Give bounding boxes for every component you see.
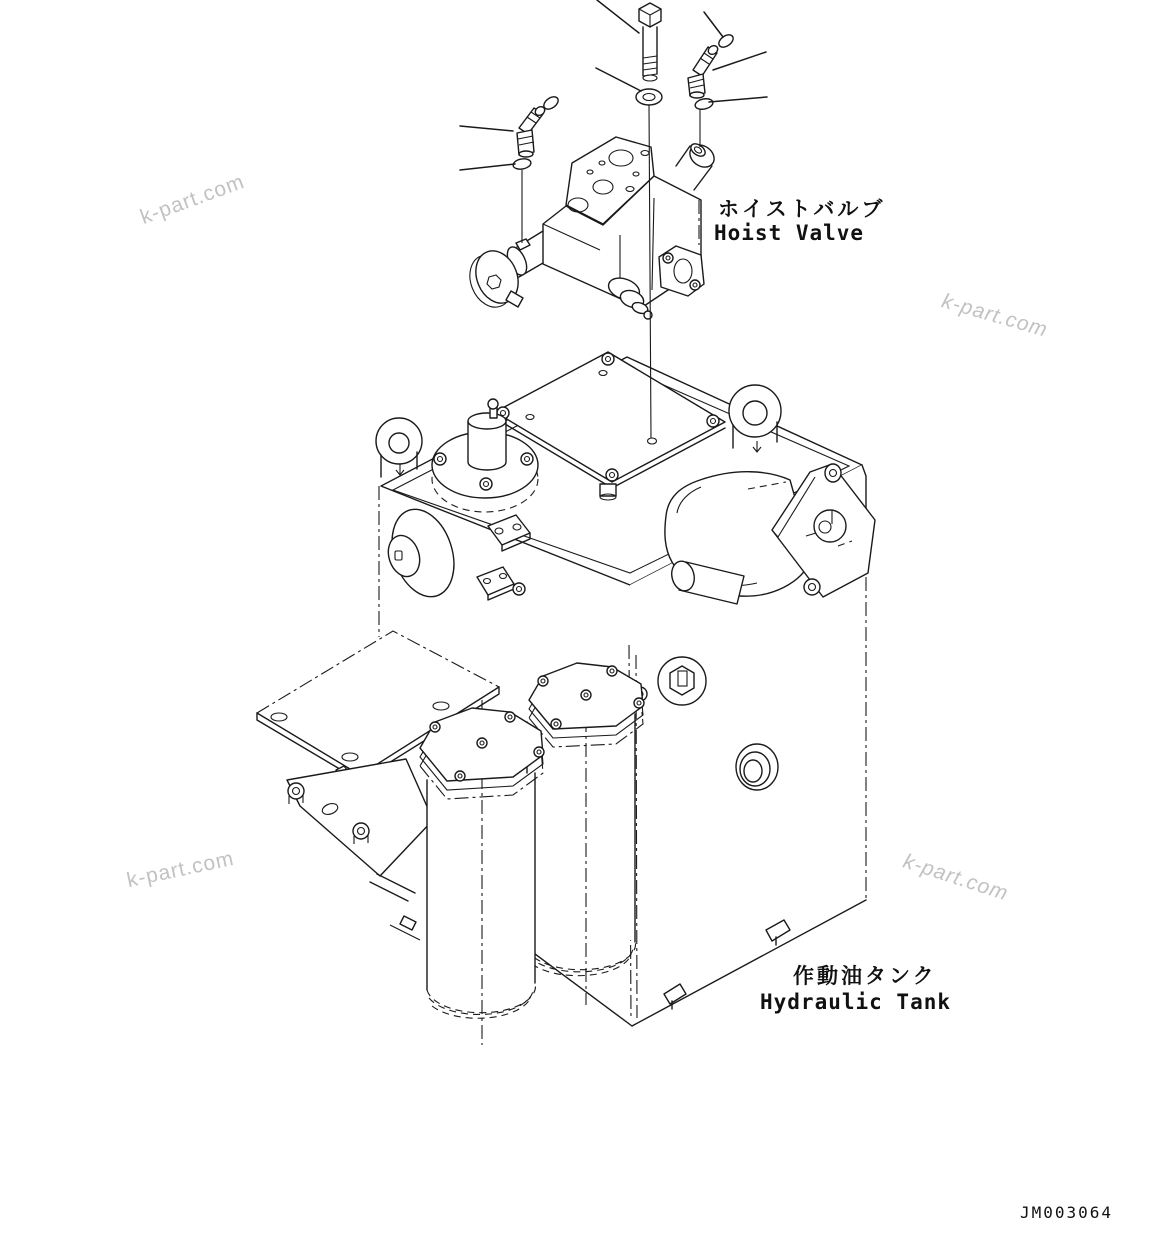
lower-bracket [287, 759, 433, 940]
plain-washer [636, 89, 662, 105]
o-ring [694, 97, 714, 111]
oil-filter-rear [527, 663, 644, 1005]
watermark-top-right: k-part.com [939, 289, 1051, 342]
elbow-fitting-right [688, 44, 719, 98]
hoist-valve-label-en: Hoist Valve [714, 221, 865, 245]
suction-bracket-assembly [665, 464, 875, 604]
watermark-bottom-left: k-part.com [124, 846, 237, 893]
o-ring [717, 32, 736, 49]
watermark-top-left: k-part.com [137, 170, 248, 230]
mounting-block [477, 567, 525, 600]
flange-port [736, 744, 778, 790]
hydraulic-tank-label-en: Hydraulic Tank [760, 990, 952, 1014]
oil-filter-front [420, 700, 544, 1045]
side-port-boss [382, 501, 465, 605]
hydraulic-tank-label-jp: 作動油タンク [793, 964, 937, 988]
hoist-valve-assembly [462, 137, 718, 319]
elbow-fitting-left [517, 105, 546, 157]
hex-bolt [639, 3, 661, 81]
watermark-bottom-right: k-part.com [900, 849, 1012, 906]
hoist-valve-label-jp: ホイストバルブ [718, 197, 886, 221]
drawing-number: JM003064 [1020, 1203, 1114, 1222]
